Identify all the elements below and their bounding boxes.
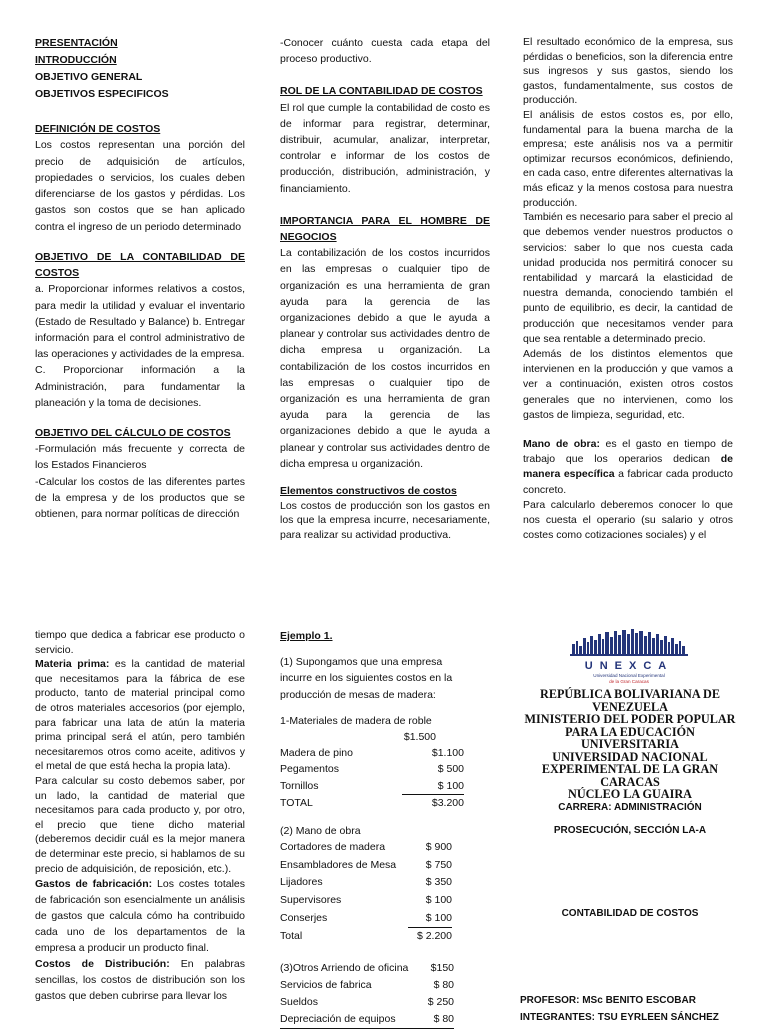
importance-heading: IMPORTANCIA PARA EL HOMBRE DE NEGOCIOS	[280, 214, 490, 244]
definition-heading: DEFINICIÓN DE COSTOS	[35, 123, 161, 135]
total-label: TOTAL	[280, 796, 313, 809]
materials-row	[280, 761, 466, 777]
amount: $ 100	[402, 778, 464, 795]
item-label: Conserjes	[280, 911, 328, 924]
labor-row	[280, 839, 466, 857]
labor-label: Mano de obra:	[523, 437, 600, 450]
subject-title: CONTABILIDAD DE COSTOS	[561, 907, 699, 919]
career-label: CARRERA: ADMINISTRACIÓN	[558, 801, 702, 813]
labor-paragraph	[523, 437, 733, 498]
logo-text: UNEXCA	[584, 660, 674, 672]
objective-calc-item: -Calcular los costos de las diferentes partes de la empresa y de los productos que se obtienen, para normar políticas de dirección	[35, 475, 245, 521]
raw-material-text: es la cantidad de material que necesitamos para la fábrica de ese producto, tanto de material principal como de otros materiales accesorios (por ejemplo, para fabricar una lata de atún la materia prima principal será el atún, pero también necesitaremos otros como aceite, aditivos y el metal de que está hecha la propia lata).	[35, 658, 245, 773]
other-row	[280, 1011, 466, 1029]
definition-text: Los costos representan una porción del precio de adquisición de artículos, propiedades o servicios, los cuales deben diferenciarse de los gastos y pérdidas. Los gastos son costos que se han aplicado contra el ingreso de un periodo determinado	[35, 139, 245, 233]
institution-line: UNIVERSIDAD NACIONAL	[552, 749, 708, 764]
unexca-logo-graphic	[570, 628, 690, 684]
other-row	[280, 994, 466, 1011]
paragraph: Además de los distintos elementos que intervienen en la producción y que vamos a ver a continuación, existen otros costos generales que no intervienen, como los gastos de limpieza, seguridad, etc.	[523, 347, 733, 421]
labor-row	[280, 874, 466, 892]
amount: $1.500	[403, 731, 436, 744]
labor-bold: de manera específica	[523, 453, 733, 481]
amount: $150	[430, 961, 454, 974]
paragraph: El análisis de estos costos es, por ello, fundamental para la buena marcha de la empresa; este análisis nos va a permitir optimizar recursos económicos, definiendo, en cada caso, entre diferentes alternativas la más eficaz y la menos costosa para nuestra producción.	[523, 108, 733, 209]
toc-item: INTRODUCCIÓN	[35, 54, 117, 66]
objective-costs-heading: OBJETIVO DE LA CONTABILIDAD DE COSTOS	[35, 250, 245, 280]
item-label: Pegamentos	[280, 763, 339, 776]
manufacturing-paragraph	[35, 876, 245, 956]
institution-line: CARACAS	[600, 774, 660, 789]
labor-row	[280, 892, 466, 910]
toc-item: PRESENTACIÓN	[35, 37, 118, 49]
amount: $ 350	[425, 876, 452, 889]
example-intro: (1) Supongamos que una empresa incurre en los siguientes costos en la producción de mesas de madera:	[280, 656, 453, 701]
materials-title: 1-Materiales de madera de roble	[280, 714, 432, 727]
column-1	[35, 35, 245, 522]
distribution-paragraph	[35, 956, 245, 1004]
other-title-row	[280, 960, 466, 977]
other-title: (3)Otros Arriendo de oficina	[280, 961, 409, 974]
manufacturing-text: Los costes totales de fabricación son esencialmente un análisis de gastos que calcula cómo ha contribuido cada uno de los departamentos de la empresa a producir un producto final.	[35, 878, 246, 955]
materials-row	[280, 745, 466, 761]
objective-calc-item: -Formulación más frecuente y correcta de los Estados Financieros	[35, 443, 245, 472]
institution-line: REPÚBLICA BOLIVARIANA DE	[540, 687, 720, 701]
example-heading: Ejemplo 1.	[280, 630, 333, 642]
members-label: INTEGRANTES: TSU EYRLEEN SÁNCHEZ	[520, 1011, 719, 1023]
item-label: Madera de pino	[280, 747, 353, 760]
total-label: Total	[280, 930, 303, 943]
paragraph: Para calcularlo deberemos conocer lo que nos cuesta el operario (su salario y otros costes como cotizaciones sociales) y el	[523, 498, 733, 542]
amount: $ 80	[434, 1011, 454, 1029]
institution-line: VENEZUELA	[592, 699, 668, 714]
raw-material-paragraph	[35, 657, 245, 774]
item-label: Tornillos	[280, 779, 319, 792]
item-label: Servicios de fabrica	[280, 978, 372, 991]
objective-calc-heading: OBJETIVO DEL CÁLCULO DE COSTOS	[35, 427, 231, 440]
objective-costs-text: a. Proporcionar informes relativos a costos, para medir la utilidad y evaluar el inventario (Estado de Resultado y Balance) b. Entregar información para el control administrativo de las operaciones y actividades de la empresa.	[35, 283, 245, 361]
professor-label: PROFESOR: MSc BENITO ESCOBAR	[520, 994, 696, 1006]
column-3	[523, 35, 733, 543]
distribution-label: Costos de Distribución:	[35, 958, 170, 971]
amount: $1.100	[431, 747, 464, 760]
total-amount: $3.200	[431, 796, 464, 809]
paragraph: También es necesario para saber el precio al que debemos vender nuestros productos o servicios: saber lo que nos cuesta cada unidad producida nos permitirá conocer su rentabilidad y marcará la elasticidad de nuestra demanda, conociendo también el punto de equilibrio, es decir, la cantidad de producción que necesitamos vender para que sea rentable a determinado precio.	[523, 211, 733, 345]
amount: $ 500	[437, 763, 464, 776]
institution-line: NÚCLEO LA GUAIRA	[568, 787, 692, 801]
total-amount: $ 2.200	[416, 930, 452, 943]
logo-subtitle-1: Universidad Nacional Experimental	[593, 673, 665, 678]
other-row	[280, 977, 466, 994]
paragraph: El resultado económico de la empresa, sus pérdidas o beneficios, son la diferencia entre sus ingresos y sus gastos, siendo los gastos, fundamentalmente, sus costos de producción.	[523, 36, 733, 107]
column-6-cover	[520, 628, 740, 1024]
manufacturing-label: Gastos de fabricación:	[35, 878, 153, 891]
toc-item: OBJETIVO GENERAL	[35, 71, 143, 83]
amount: $ 80	[433, 978, 454, 991]
amount: $ 750	[425, 858, 452, 871]
materials-row	[280, 778, 466, 795]
role-text: El rol que cumple la contabilidad de costo es de informar para registrar, determinar, distribuir, acumular, analizar, interpretar, controlar e informar de los costos de producción, distribución, administración, y financiamiento.	[280, 101, 490, 195]
column-2	[280, 35, 490, 542]
institution-line: UNIVERSITARIA	[581, 737, 679, 751]
calc-paragraph: Para calcular su costo debemos saber, por un lado, la cantidad de material que necesitamos para cada producto y, por otro, el precio que tiene dicho material (deberemos decidir cuál es la mejor manera de determinar este precio, si hablamos de su precio de adquisición, de reposición, etc.).	[35, 774, 245, 875]
institution-block	[520, 688, 740, 801]
item-label: Lijadores	[280, 876, 323, 889]
amount: $ 250	[427, 995, 454, 1008]
amount: $ 100	[408, 910, 452, 929]
logo-subtitle-2: de la Gran Caracas	[609, 679, 649, 684]
raw-material-label: Materia prima:	[35, 658, 110, 671]
labor-title: (2) Mano de obra	[280, 825, 361, 838]
materials-first-row	[280, 729, 466, 745]
continuation-text: tiempo que dedica a fabricar ese producto o servicio.	[35, 629, 245, 656]
amount: $ 100	[425, 894, 452, 907]
institution-line: MINISTERIO DEL PODER POPULAR	[524, 712, 736, 726]
column-4	[35, 628, 245, 1004]
elements-heading: Elementos constructivos de costos	[280, 485, 457, 498]
toc-item: OBJETIVOS ESPECIFICOS	[35, 88, 169, 100]
distribution-text: En palabras sencillas, los costos de distribución son los gastos que deben cubrirse para llevar los	[35, 958, 245, 1003]
column-5	[280, 628, 466, 1029]
objective-costs-text-2: C. Proporcionar información a la Administración, para fundamentar la planeación y la toma de decisiones.	[35, 364, 245, 409]
item-label: Supervisores	[280, 894, 342, 907]
item-label: Sueldos	[280, 995, 318, 1008]
intro-text: -Conocer cuánto cuesta cada etapa del proceso productivo.	[280, 37, 490, 66]
importance-text: La contabilización de los costos incurridos en las empresas o cualquier tipo de organización es una herramienta de gran ayuda para la gerencia de las organizaciones debido a que le ayuda a planear y controlar sus actividades dentro de dicha empresa u organización. La contabilización de los costos incurridos en las empresas o cualquier tipo de organización es una herramienta de gran ayuda para la gerencia de las organizaciones debido a que le ayuda a planear y controlar sus actividades dentro de dicha empresa u organización.	[280, 247, 490, 470]
materials-total-row	[280, 795, 466, 811]
item-label: Depreciación de equipos	[280, 1011, 434, 1029]
amount: $ 900	[425, 841, 452, 854]
labor-total-row	[280, 928, 466, 946]
labor-text-a: es el gasto en tiempo de trabajo que los operarios dedican	[523, 437, 733, 466]
role-heading: ROL DE LA CONTABILIDAD DE COSTOS	[280, 85, 483, 98]
labor-text-b: a fabricar cada producto concreto.	[523, 468, 734, 496]
item-label: Ensambladores de Mesa	[280, 858, 397, 871]
institution-line: PARA LA EDUCACIÓN	[565, 724, 695, 739]
item-label: Cortadores de madera	[280, 841, 386, 854]
institution-line: EXPERIMENTAL DE LA GRAN	[541, 762, 719, 776]
elements-text: Los costos de producción son los gastos en los que la empresa incurre, necesariamente, para realizar su actividad productiva.	[280, 499, 490, 541]
section-label: PROSECUCIÓN, SECCIÓN LA-A	[553, 824, 707, 836]
labor-row	[280, 910, 466, 929]
labor-row	[280, 857, 466, 875]
unexca-logo	[520, 628, 740, 684]
